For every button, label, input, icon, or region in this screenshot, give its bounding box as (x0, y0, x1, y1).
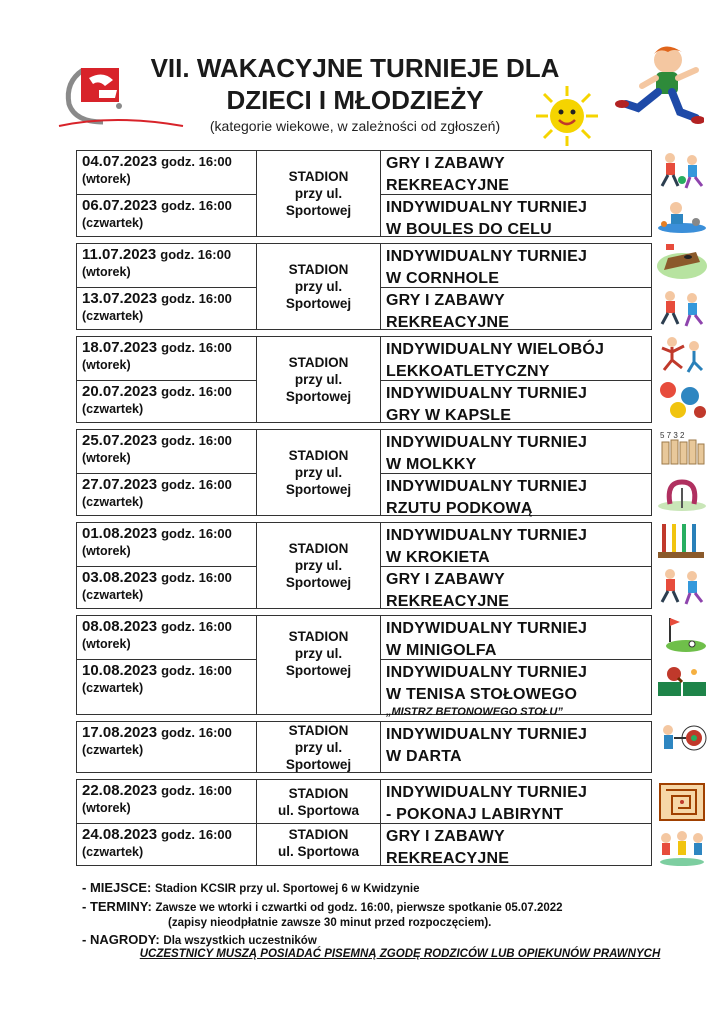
schedule-block (76, 150, 652, 237)
date-cell (77, 823, 256, 867)
event-cell (381, 287, 651, 331)
event-cell (381, 380, 651, 424)
kids-playing-icon (656, 288, 708, 328)
time-text: godz. 16:00 (161, 663, 232, 678)
registration-note: (zapisy nieodpłatnie zawsze 30 minut przed rozpoczęciem). (168, 917, 492, 929)
event-title: W CORNHOLE (386, 270, 500, 287)
date-text: 10.08.2023 (82, 662, 158, 679)
date-cell (77, 244, 256, 287)
athletics-icon (656, 334, 708, 374)
event-title: INDYWIDUALNY TURNIEJ (386, 199, 588, 216)
event-cell (381, 337, 651, 380)
schedule-block (76, 243, 652, 330)
date-cell (77, 151, 256, 194)
cornhole-icon (656, 240, 708, 280)
event-cell (381, 523, 651, 566)
event-cell (381, 566, 651, 610)
event-title: GRY I ZABAWY (386, 571, 505, 588)
schedule-block (76, 336, 652, 423)
boules-icon (656, 194, 708, 234)
date-text: 17.08.2023 (82, 724, 158, 741)
date-cell (77, 337, 256, 380)
weekday-text: (wtorek) (82, 358, 131, 372)
event-title: W BOULES DO CELU (386, 221, 552, 238)
time-text: godz. 16:00 (161, 433, 232, 448)
table-tennis-icon (656, 664, 708, 704)
event-title: LEKKOATLETYCZNY (386, 363, 550, 380)
event-cell (381, 823, 651, 867)
date-cell (77, 380, 256, 424)
venue-cell: STADION przy ul. Sportowej (257, 151, 381, 236)
time-text: godz. 16:00 (161, 154, 232, 169)
weekday-text: (czwartek) (82, 743, 144, 757)
event-title: REKREACYJNE (386, 314, 510, 331)
date-text: 20.07.2023 (82, 383, 158, 400)
event-title: INDYWIDUALNY TURNIEJ (386, 784, 588, 801)
date-cell (77, 473, 256, 517)
event-title: - POKONAJ LABIRYNT (386, 806, 564, 823)
schedule-block (76, 522, 652, 609)
date-cell (77, 780, 256, 823)
venue-cell: STADION przy ul. Sportowej (257, 244, 381, 329)
date-text: 27.07.2023 (82, 476, 158, 493)
date-text: 01.08.2023 (82, 525, 158, 542)
event-cell (381, 430, 651, 473)
event-title: W MOLKKY (386, 456, 477, 473)
event-title: INDYWIDUALNY TURNIEJ (386, 664, 588, 681)
event-title: INDYWIDUALNY TURNIEJ (386, 527, 588, 544)
event-title: INDYWIDUALNY TURNIEJ (386, 478, 588, 495)
event-cell (381, 473, 651, 517)
date-cell (77, 430, 256, 473)
weekday-text: (wtorek) (82, 451, 131, 465)
date-text: 22.08.2023 (82, 782, 158, 799)
date-text: 04.07.2023 (82, 153, 158, 170)
event-title: RZUTU PODKOWĄ (386, 500, 533, 517)
date-cell (77, 194, 256, 238)
weekday-text: (wtorek) (82, 544, 131, 558)
event-title: INDYWIDUALNY TURNIEJ (386, 726, 588, 743)
event-cell (381, 194, 651, 238)
title-line-2: DZIECI I MŁODZIEŻY (226, 85, 484, 115)
date-cell (77, 523, 256, 566)
labyrinth-icon (656, 782, 708, 822)
venue-cell: STADION ul. Sportowa (278, 785, 359, 818)
time-text: godz. 16:00 (161, 619, 232, 634)
event-cell (381, 151, 651, 194)
event-title: GRY W KAPSLE (386, 407, 512, 424)
time-text: godz. 16:00 (161, 570, 232, 585)
event-title: INDYWIDUALNY TURNIEJ (386, 248, 588, 265)
date-text: 13.07.2023 (82, 290, 158, 307)
venue-cell: STADION przy ul. Sportowej (257, 430, 381, 515)
croquet-icon (656, 520, 708, 560)
event-title: GRY I ZABAWY (386, 155, 505, 172)
page-title (120, 52, 590, 116)
date-text: 25.07.2023 (82, 432, 158, 449)
event-cell (381, 244, 651, 287)
event-cell (381, 616, 651, 659)
time-text: godz. 16:00 (161, 340, 232, 355)
schedule-block (76, 779, 652, 866)
weekday-text: (czwartek) (82, 845, 144, 859)
event-title: REKREACYJNE (386, 850, 510, 867)
event-title: REKREACYJNE (386, 177, 510, 194)
date-text: 06.07.2023 (82, 197, 158, 214)
darts-icon (656, 720, 708, 760)
kids-group-icon (656, 828, 708, 868)
title-line-1: VII. WAKACYJNE TURNIEJE DLA (150, 53, 560, 83)
svg-text:5 7 3 2: 5 7 3 2 (660, 431, 685, 440)
time-text: godz. 16:00 (161, 477, 232, 492)
minigolf-icon (656, 614, 708, 654)
weekday-text: (czwartek) (82, 309, 144, 323)
time-text: godz. 16:00 (161, 725, 232, 740)
date-cell (77, 659, 256, 716)
event-cell (381, 659, 651, 716)
location-info: - MIEJSCE: Stadion KCSIR przy ul. Sportowej 6 w Kwidzynie (82, 880, 420, 895)
kids-playing-icon (656, 150, 708, 190)
date-text: 03.08.2023 (82, 569, 158, 586)
prizes-info: - NAGRODY: Dla wszystkich uczestników (82, 932, 317, 947)
event-title: REKREACYJNE (386, 593, 510, 610)
event-cell (381, 780, 651, 823)
dates-info: - TERMINY: Zawsze we wtorki i czwartki od godz. 16:00, pierwsze spotkanie 05.07.2022 (82, 899, 563, 914)
venue-cell: STADION przy ul. Sportowej (257, 523, 381, 608)
date-cell (77, 616, 256, 659)
date-cell (77, 722, 256, 774)
weekday-text: (wtorek) (82, 265, 131, 279)
parental-consent-notice: UCZESTNICY MUSZĄ POSIADAĆ PISEMNĄ ZGODĘ RODZICÓW LUB OPIEKUNÓW PRAWNYCH (139, 948, 661, 960)
event-title: W MINIGOLFA (386, 642, 497, 659)
venue-cell: STADION przy ul. Sportowej (257, 337, 381, 422)
bottle-caps-icon (656, 380, 708, 420)
weekday-text: (wtorek) (82, 637, 131, 651)
running-kid-illustration (608, 42, 704, 132)
event-title: GRY I ZABAWY (386, 292, 505, 309)
date-text: 18.07.2023 (82, 339, 158, 356)
event-title: INDYWIDUALNY WIELOBÓJ (386, 341, 605, 358)
weekday-text: (wtorek) (82, 172, 131, 186)
venue-cell: STADION przy ul. Sportowej (257, 616, 381, 714)
date-text: 08.08.2023 (82, 618, 158, 635)
event-title: INDYWIDUALNY TURNIEJ (386, 434, 588, 451)
time-text: godz. 16:00 (161, 291, 232, 306)
kids-playing-icon (656, 566, 708, 606)
time-text: godz. 16:00 (161, 384, 232, 399)
event-title: INDYWIDUALNY TURNIEJ (386, 620, 588, 637)
weekday-text: (czwartek) (82, 216, 144, 230)
event-title: W KROKIETA (386, 549, 490, 566)
weekday-text: (czwartek) (82, 402, 144, 416)
schedule-block (76, 721, 652, 773)
venue-cell: STADION przy ul. Sportowej (257, 722, 381, 772)
event-title: W DARTA (386, 748, 462, 765)
time-text: godz. 16:00 (161, 526, 232, 541)
event-title: GRY I ZABAWY (386, 828, 505, 845)
event-title: INDYWIDUALNY TURNIEJ (386, 385, 588, 402)
molkky-icon (656, 428, 708, 468)
weekday-text: (czwartek) (82, 495, 144, 509)
schedule-block (76, 429, 652, 516)
venue-cell: STADION ul. Sportowa (257, 823, 380, 867)
event-subtitle: „MISTRZ BETONOWEGO STOŁU” (386, 706, 563, 718)
horseshoe-icon (656, 474, 708, 514)
sun-icon (534, 86, 600, 146)
event-cell (381, 722, 651, 774)
date-cell (77, 287, 256, 331)
time-text: godz. 16:00 (161, 827, 232, 842)
date-text: 11.07.2023 (82, 246, 157, 263)
subtitle: (kategorie wiekowe, w zależności od zgłoszeń) (209, 118, 501, 134)
time-text: godz. 16:00 (160, 247, 232, 262)
event-title: W TENISA STOŁOWEGO (386, 686, 578, 703)
time-text: godz. 16:00 (161, 783, 232, 798)
time-text: godz. 16:00 (161, 198, 232, 213)
weekday-text: (czwartek) (82, 681, 144, 695)
schedule-block (76, 615, 652, 718)
weekday-text: (czwartek) (82, 588, 144, 602)
date-cell (77, 566, 256, 610)
weekday-text: (wtorek) (82, 801, 131, 815)
date-text: 24.08.2023 (82, 826, 158, 843)
